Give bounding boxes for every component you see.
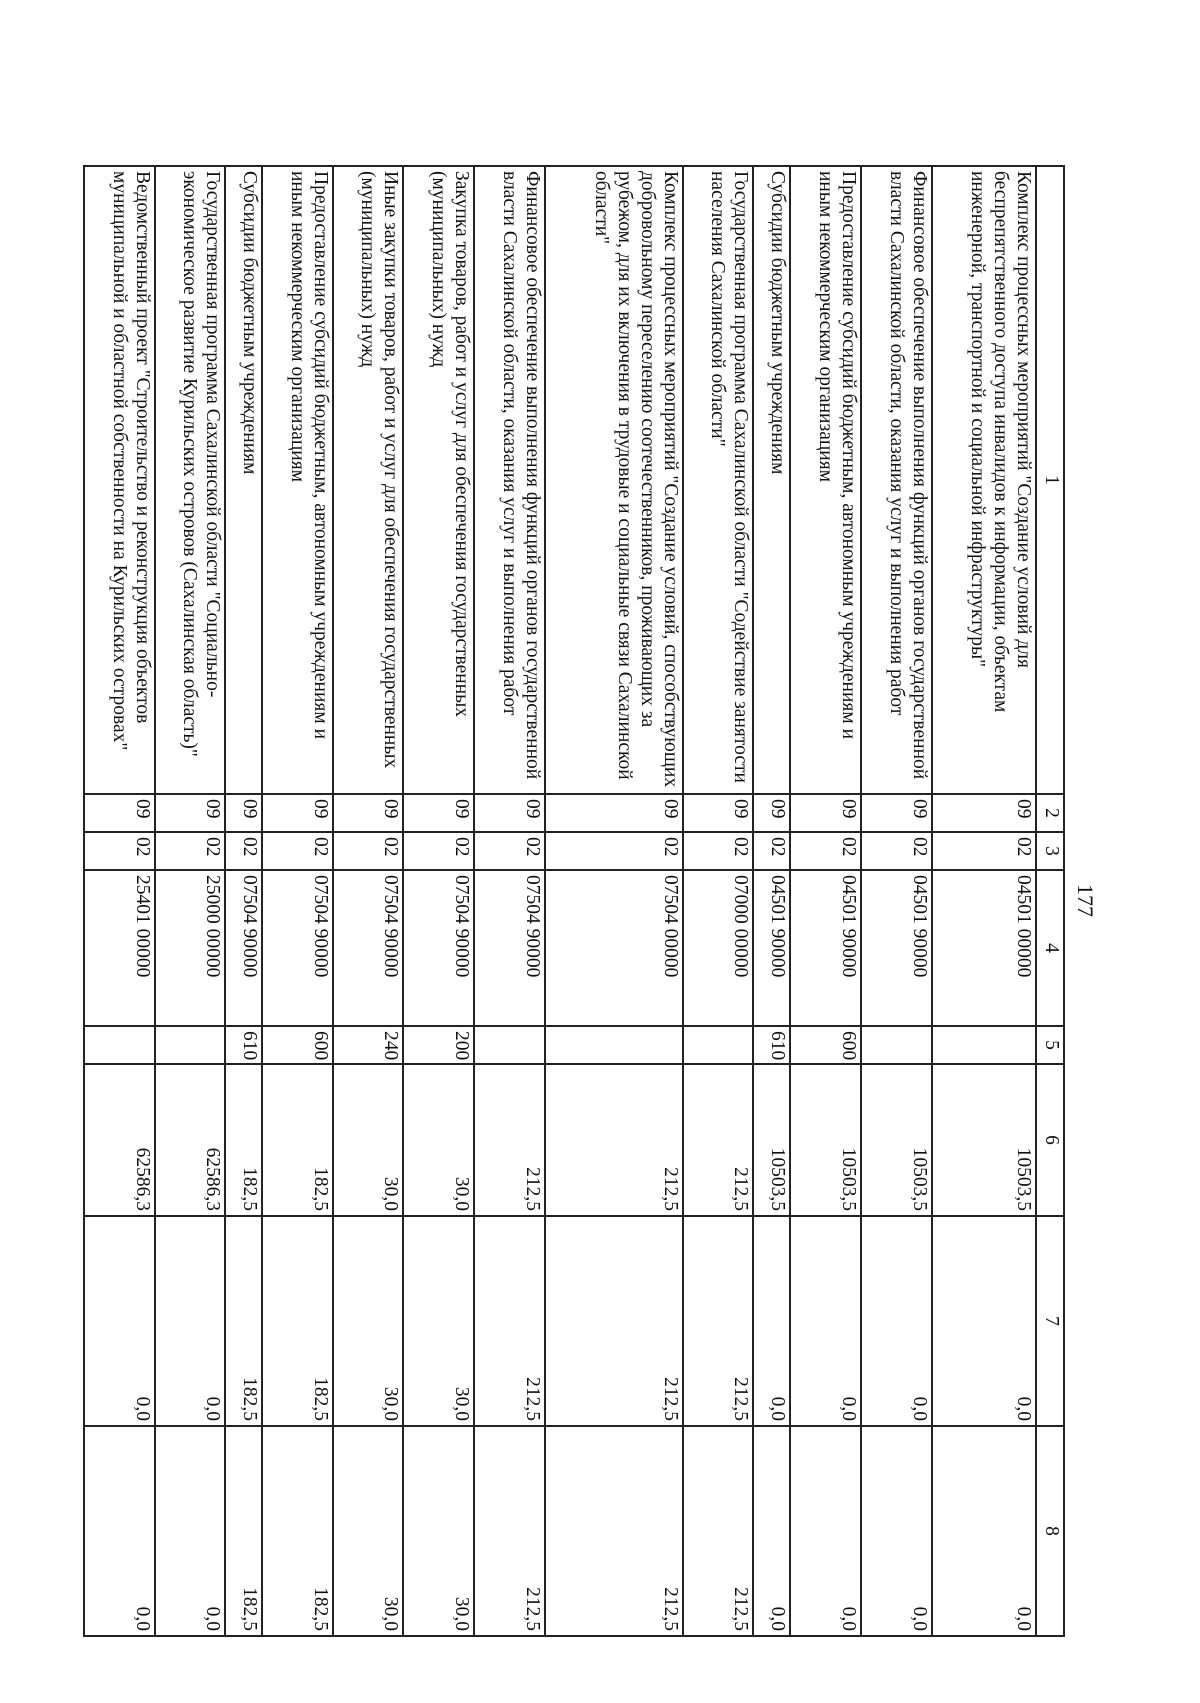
row-expense-type: 610 <box>754 1026 791 1064</box>
budget-table <box>83 165 1065 1637</box>
row-amount-col7: 0,0 <box>861 1216 932 1426</box>
header-cell-8: 8 <box>1036 1426 1064 1636</box>
row-amount-col6: 30,0 <box>333 1064 404 1216</box>
table-row <box>861 166 932 1636</box>
row-target-article: 07000 00000 <box>683 870 754 1026</box>
row-amount-col7: 182,5 <box>225 1216 262 1426</box>
row-amount-col6: 10503,5 <box>861 1064 932 1216</box>
table-row <box>474 166 545 1636</box>
row-section: 09 <box>790 794 861 832</box>
rotated-table-wrapper <box>83 165 1065 1635</box>
table-row <box>155 166 226 1636</box>
row-target-article: 07504 90000 <box>403 870 474 1026</box>
row-amount-col7: 0,0 <box>84 1216 155 1426</box>
header-cell-6: 6 <box>1036 1064 1064 1216</box>
row-target-article: 07504 90000 <box>262 870 333 1026</box>
row-subsection: 02 <box>683 832 754 870</box>
row-section: 09 <box>861 794 932 832</box>
row-amount-col7: 0,0 <box>155 1216 226 1426</box>
row-expense-type <box>84 1026 155 1064</box>
row-amount-col6: 10503,5 <box>754 1064 791 1216</box>
row-subsection: 02 <box>403 832 474 870</box>
table-row <box>262 166 333 1636</box>
row-name: Субсидии бюджетным учреждениям <box>225 166 262 794</box>
row-amount-col8: 182,5 <box>225 1426 262 1636</box>
row-section: 09 <box>333 794 404 832</box>
row-subsection: 02 <box>84 832 155 870</box>
row-section: 09 <box>155 794 226 832</box>
row-amount-col7: 0,0 <box>754 1216 791 1426</box>
row-expense-type: 600 <box>790 1026 861 1064</box>
row-subsection: 02 <box>932 832 1036 870</box>
row-subsection: 02 <box>333 832 404 870</box>
row-amount-col6: 182,5 <box>262 1064 333 1216</box>
row-amount-col7: 0,0 <box>790 1216 861 1426</box>
row-target-article: 25401 00000 <box>84 870 155 1026</box>
row-amount-col7: 212,5 <box>545 1216 683 1426</box>
row-amount-col7: 182,5 <box>262 1216 333 1426</box>
page-number: 177 <box>1073 884 1098 917</box>
row-name: Финансовое обеспечение выполнения функций органов государственной власти Сахалинской области, оказания услуг и выполнения работ <box>861 166 932 794</box>
row-target-article: 04501 00000 <box>932 870 1036 1026</box>
table-row <box>754 166 791 1636</box>
row-expense-type <box>932 1026 1036 1064</box>
row-section: 09 <box>403 794 474 832</box>
row-subsection: 02 <box>155 832 226 870</box>
row-amount-col7: 30,0 <box>403 1216 474 1426</box>
row-expense-type <box>155 1026 226 1064</box>
row-amount-col8: 0,0 <box>155 1426 226 1636</box>
row-amount-col6: 212,5 <box>545 1064 683 1216</box>
header-cell-7: 7 <box>1036 1216 1064 1426</box>
row-section: 09 <box>225 794 262 832</box>
row-name: Комплекс процессных мероприятий "Создание условий для беспрепятственного доступа инвалидов к информации, объектам инженерной, транспортной и социальной инфраструктуры" <box>932 166 1036 794</box>
row-expense-type <box>861 1026 932 1064</box>
table-row <box>932 166 1036 1636</box>
table-row <box>683 166 754 1636</box>
row-amount-col8: 0,0 <box>861 1426 932 1636</box>
row-name: Иные закупки товаров, работ и услуг для обеспечения государственных (муниципальных) нужд <box>333 166 404 794</box>
row-amount-col6: 182,5 <box>225 1064 262 1216</box>
row-section: 09 <box>754 794 791 832</box>
row-target-article: 07504 90000 <box>333 870 404 1026</box>
header-cell-3: 3 <box>1036 832 1064 870</box>
row-subsection: 02 <box>262 832 333 870</box>
row-expense-type <box>474 1026 545 1064</box>
row-target-article: 07504 90000 <box>474 870 545 1026</box>
row-target-article: 07504 00000 <box>545 870 683 1026</box>
row-amount-col7: 212,5 <box>683 1216 754 1426</box>
header-cell-5: 5 <box>1036 1026 1064 1064</box>
row-amount-col8: 182,5 <box>262 1426 333 1636</box>
row-name: Закупка товаров, работ и услуг для обеспечения государственных (муниципальных) нужд <box>403 166 474 794</box>
row-subsection: 02 <box>545 832 683 870</box>
row-target-article: 07504 90000 <box>225 870 262 1026</box>
row-amount-col7: 0,0 <box>932 1216 1036 1426</box>
row-name: Субсидии бюджетным учреждениям <box>754 166 791 794</box>
row-amount-col8: 212,5 <box>683 1426 754 1636</box>
table-row <box>545 166 683 1636</box>
row-amount-col8: 0,0 <box>84 1426 155 1636</box>
row-amount-col6: 62586,3 <box>84 1064 155 1216</box>
row-amount-col7: 30,0 <box>333 1216 404 1426</box>
row-amount-col6: 10503,5 <box>790 1064 861 1216</box>
row-amount-col8: 212,5 <box>545 1426 683 1636</box>
row-amount-col8: 0,0 <box>790 1426 861 1636</box>
row-target-article: 04501 90000 <box>790 870 861 1026</box>
header-cell-1: 1 <box>1036 166 1064 794</box>
row-amount-col8: 212,5 <box>474 1426 545 1636</box>
row-section: 09 <box>474 794 545 832</box>
row-expense-type: 610 <box>225 1026 262 1064</box>
row-amount-col6: 212,5 <box>474 1064 545 1216</box>
table-row <box>403 166 474 1636</box>
row-amount-col6: 212,5 <box>683 1064 754 1216</box>
row-amount-col8: 0,0 <box>932 1426 1036 1636</box>
row-target-article: 04501 90000 <box>861 870 932 1026</box>
row-subsection: 02 <box>754 832 791 870</box>
row-subsection: 02 <box>225 832 262 870</box>
table-row <box>84 166 155 1636</box>
row-name: Комплекс процессных мероприятий "Создание условий, способствующих добровольному переселению соотечественников, проживающих за рубежом, для их включения в трудовые и социальные связи Сахалинской области" <box>545 166 683 794</box>
row-amount-col8: 30,0 <box>333 1426 404 1636</box>
row-section: 09 <box>545 794 683 832</box>
row-expense-type: 200 <box>403 1026 474 1064</box>
row-section: 09 <box>84 794 155 832</box>
row-name: Государственная программа Сахалинской области "Социально-экономическое развитие Курильских островов (Сахалинская область)" <box>155 166 226 794</box>
row-name: Государственная программа Сахалинской области "Содействие занятости населения Сахалинской области" <box>683 166 754 794</box>
row-amount-col8: 30,0 <box>403 1426 474 1636</box>
row-section: 09 <box>683 794 754 832</box>
row-name: Финансовое обеспечение выполнения функций органов государственной власти Сахалинской области, оказания услуг и выполнения работ <box>474 166 545 794</box>
table-row <box>333 166 404 1636</box>
row-expense-type: 240 <box>333 1026 404 1064</box>
row-name: Предоставление субсидий бюджетным, автономным учреждениям и иным некоммерческим организациям <box>790 166 861 794</box>
row-amount-col6: 62586,3 <box>155 1064 226 1216</box>
row-expense-type: 600 <box>262 1026 333 1064</box>
header-cell-2: 2 <box>1036 794 1064 832</box>
header-cell-4: 4 <box>1036 870 1064 1026</box>
header-row <box>1036 166 1064 1636</box>
row-amount-col6: 10503,5 <box>932 1064 1036 1216</box>
row-amount-col6: 30,0 <box>403 1064 474 1216</box>
row-amount-col8: 0,0 <box>754 1426 791 1636</box>
table-row <box>790 166 861 1636</box>
table-row <box>225 166 262 1636</box>
row-name: Предоставление субсидий бюджетным, автономным учреждениям и иным некоммерческим организациям <box>262 166 333 794</box>
row-name: Ведомственный проект "Строительство и реконструкция объектов муниципальной и областной собственности на Курильских островах" <box>84 166 155 794</box>
row-amount-col7: 212,5 <box>474 1216 545 1426</box>
row-section: 09 <box>932 794 1036 832</box>
row-subsection: 02 <box>861 832 932 870</box>
row-target-article: 25000 00000 <box>155 870 226 1026</box>
row-section: 09 <box>262 794 333 832</box>
row-subsection: 02 <box>474 832 545 870</box>
row-expense-type <box>545 1026 683 1064</box>
row-expense-type <box>683 1026 754 1064</box>
row-target-article: 04501 90000 <box>754 870 791 1026</box>
row-subsection: 02 <box>790 832 861 870</box>
